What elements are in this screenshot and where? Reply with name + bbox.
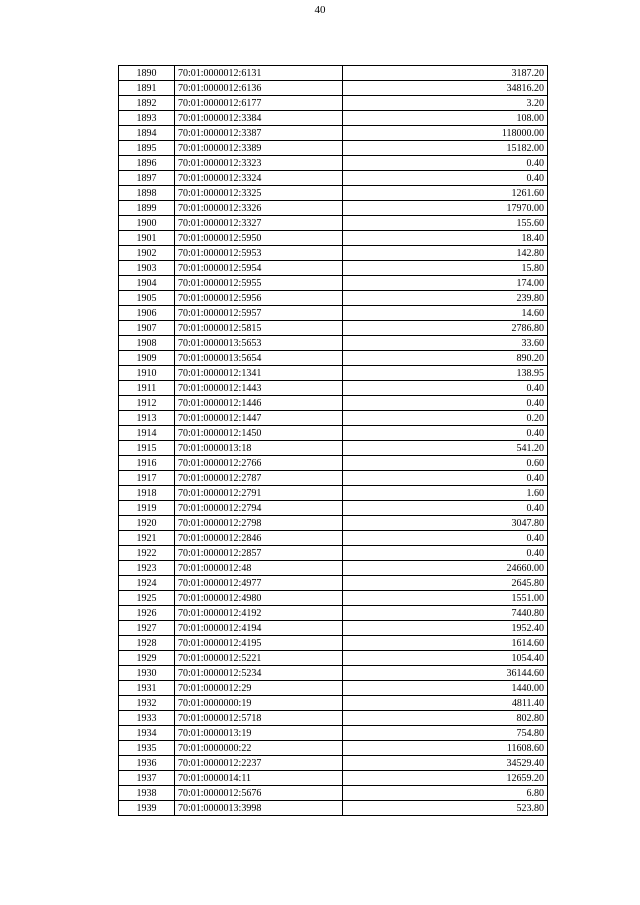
row-number-cell: 1923 [119,561,175,576]
value-cell: 14.60 [343,306,548,321]
value-cell: 802.80 [343,711,548,726]
cadastral-number-cell: 70:01:0000012:5950 [175,231,343,246]
row-number-cell: 1930 [119,666,175,681]
cadastral-number-cell: 70:01:0000000:19 [175,696,343,711]
table-row [119,291,548,306]
value-cell: 142.80 [343,246,548,261]
table-row [119,456,548,471]
value-cell: 15.80 [343,261,548,276]
row-number-cell: 1890 [119,66,175,81]
table-row [119,441,548,456]
value-cell: 0.40 [343,471,548,486]
cadastral-number-cell: 70:01:0000012:4192 [175,606,343,621]
value-cell: 34529.40 [343,756,548,771]
table-row [119,696,548,711]
row-number-cell: 1892 [119,96,175,111]
table-row [119,651,548,666]
value-cell: 11608.60 [343,741,548,756]
value-cell: 1614.60 [343,636,548,651]
value-cell: 890.20 [343,351,548,366]
cadastral-number-cell: 70:01:0000012:5718 [175,711,343,726]
row-number-cell: 1903 [119,261,175,276]
table-row [119,681,548,696]
row-number-cell: 1901 [119,231,175,246]
row-number-cell: 1891 [119,81,175,96]
value-cell: 18.40 [343,231,548,246]
row-number-cell: 1896 [119,156,175,171]
table-row [119,591,548,606]
table-row [119,351,548,366]
table-row [119,261,548,276]
cadastral-number-cell: 70:01:0000012:1446 [175,396,343,411]
value-cell: 138.95 [343,366,548,381]
row-number-cell: 1939 [119,801,175,816]
row-number-cell: 1914 [119,426,175,441]
row-number-cell: 1900 [119,216,175,231]
value-cell: 12659.20 [343,771,548,786]
cadastral-number-cell: 70:01:0000012:2791 [175,486,343,501]
table-row [119,126,548,141]
value-cell: 2645.80 [343,576,548,591]
row-number-cell: 1920 [119,516,175,531]
row-number-cell: 1908 [119,336,175,351]
cadastral-number-cell: 70:01:0000013:19 [175,726,343,741]
cadastral-number-cell: 70:01:0000012:4194 [175,621,343,636]
cadastral-number-cell: 70:01:0000012:1341 [175,366,343,381]
value-cell: 7440.80 [343,606,548,621]
row-number-cell: 1906 [119,306,175,321]
cadastral-number-cell: 70:01:0000012:6131 [175,66,343,81]
row-number-cell: 1917 [119,471,175,486]
value-cell: 6.80 [343,786,548,801]
value-cell: 0.40 [343,501,548,516]
table-row [119,801,548,816]
row-number-cell: 1935 [119,741,175,756]
row-number-cell: 1924 [119,576,175,591]
value-cell: 0.40 [343,156,548,171]
cadastral-number-cell: 70:01:0000013:5654 [175,351,343,366]
value-cell: 0.40 [343,381,548,396]
cadastral-number-cell: 70:01:0000012:3325 [175,186,343,201]
cadastral-number-cell: 70:01:0000012:5957 [175,306,343,321]
cadastral-number-cell: 70:01:0000012:5815 [175,321,343,336]
row-number-cell: 1909 [119,351,175,366]
table-row [119,636,548,651]
row-number-cell: 1898 [119,186,175,201]
table-row [119,276,548,291]
cadastral-number-cell: 70:01:0000012:2237 [175,756,343,771]
row-number-cell: 1931 [119,681,175,696]
cadastral-number-cell: 70:01:0000012:1443 [175,381,343,396]
cadastral-number-cell: 70:01:0000014:11 [175,771,343,786]
value-cell: 0.60 [343,456,548,471]
cadastral-number-cell: 70:01:0000012:4195 [175,636,343,651]
table-row [119,471,548,486]
table-body [119,66,548,816]
cadastral-number-cell: 70:01:0000012:5955 [175,276,343,291]
table-row [119,711,548,726]
row-number-cell: 1895 [119,141,175,156]
table-row [119,81,548,96]
table-row [119,576,548,591]
value-cell: 0.40 [343,426,548,441]
row-number-cell: 1937 [119,771,175,786]
row-number-cell: 1915 [119,441,175,456]
table-row [119,111,548,126]
table-row [119,366,548,381]
value-cell: 523.80 [343,801,548,816]
row-number-cell: 1907 [119,321,175,336]
table-row [119,96,548,111]
row-number-cell: 1933 [119,711,175,726]
table-row [119,786,548,801]
table-row [119,321,548,336]
table-row [119,216,548,231]
cadastral-number-cell: 70:01:0000012:5221 [175,651,343,666]
table-row [119,771,548,786]
cadastral-number-cell: 70:01:0000013:3998 [175,801,343,816]
row-number-cell: 1905 [119,291,175,306]
cadastral-number-cell: 70:01:0000012:2846 [175,531,343,546]
cadastral-number-cell: 70:01:0000012:48 [175,561,343,576]
row-number-cell: 1927 [119,621,175,636]
table-row [119,141,548,156]
row-number-cell: 1899 [119,201,175,216]
table-row [119,231,548,246]
value-cell: 0.40 [343,171,548,186]
value-cell: 17970.00 [343,201,548,216]
value-cell: 0.40 [343,546,548,561]
cadastral-number-cell: 70:01:0000013:5653 [175,336,343,351]
value-cell: 1952.40 [343,621,548,636]
value-cell: 754.80 [343,726,548,741]
row-number-cell: 1912 [119,396,175,411]
cadastral-number-cell: 70:01:0000012:3389 [175,141,343,156]
row-number-cell: 1929 [119,651,175,666]
value-cell: 174.00 [343,276,548,291]
value-cell: 1.60 [343,486,548,501]
cadastral-number-cell: 70:01:0000012:3327 [175,216,343,231]
cadastral-number-cell: 70:01:0000013:18 [175,441,343,456]
table-row [119,531,548,546]
cadastral-number-cell: 70:01:0000012:4977 [175,576,343,591]
table-row [119,336,548,351]
table-row [119,501,548,516]
row-number-cell: 1904 [119,276,175,291]
cadastral-number-cell: 70:01:0000012:2766 [175,456,343,471]
table-row [119,546,548,561]
cadastral-number-cell: 70:01:0000012:29 [175,681,343,696]
cadastral-number-cell: 70:01:0000012:6136 [175,81,343,96]
table-row [119,381,548,396]
cadastral-number-cell: 70:01:0000012:3387 [175,126,343,141]
row-number-cell: 1902 [119,246,175,261]
row-number-cell: 1919 [119,501,175,516]
row-number-cell: 1894 [119,126,175,141]
value-cell: 33.60 [343,336,548,351]
cadastral-number-cell: 70:01:0000012:2787 [175,471,343,486]
cadastral-number-cell: 70:01:0000012:5234 [175,666,343,681]
cadastral-number-cell: 70:01:0000012:3324 [175,171,343,186]
cadastral-number-cell: 70:01:0000012:2857 [175,546,343,561]
value-cell: 3187.20 [343,66,548,81]
value-cell: 108.00 [343,111,548,126]
value-cell: 34816.20 [343,81,548,96]
table-row [119,306,548,321]
cadastral-number-cell: 70:01:0000012:3384 [175,111,343,126]
table-row [119,621,548,636]
value-cell: 0.40 [343,396,548,411]
value-cell: 36144.60 [343,666,548,681]
value-cell: 3.20 [343,96,548,111]
page-number: 40 [314,4,326,16]
table-row [119,396,548,411]
table-row [119,171,548,186]
table-row [119,561,548,576]
value-cell: 4811.40 [343,696,548,711]
table-row [119,411,548,426]
table-row [119,606,548,621]
row-number-cell: 1913 [119,411,175,426]
row-number-cell: 1932 [119,696,175,711]
value-cell: 24660.00 [343,561,548,576]
value-cell: 541.20 [343,441,548,456]
row-number-cell: 1911 [119,381,175,396]
cadastral-number-cell: 70:01:0000012:5953 [175,246,343,261]
value-cell: 1551.00 [343,591,548,606]
value-cell: 155.60 [343,216,548,231]
cadastral-number-cell: 70:01:0000012:5676 [175,786,343,801]
row-number-cell: 1936 [119,756,175,771]
row-number-cell: 1916 [119,456,175,471]
row-number-cell: 1893 [119,111,175,126]
row-number-cell: 1922 [119,546,175,561]
row-number-cell: 1925 [119,591,175,606]
row-number-cell: 1921 [119,531,175,546]
table-row [119,756,548,771]
table-row [119,666,548,681]
row-number-cell: 1934 [119,726,175,741]
cadastral-number-cell: 70:01:0000012:3323 [175,156,343,171]
value-cell: 1261.60 [343,186,548,201]
value-cell: 0.20 [343,411,548,426]
cadastral-number-cell: 70:01:0000012:2798 [175,516,343,531]
data-table [118,65,548,816]
table-row [119,246,548,261]
value-cell: 239.80 [343,291,548,306]
table-row [119,426,548,441]
table-row [119,516,548,531]
cadastral-number-cell: 70:01:0000012:2794 [175,501,343,516]
value-cell: 15182.00 [343,141,548,156]
value-cell: 118000.00 [343,126,548,141]
table-row [119,726,548,741]
cadastral-number-cell: 70:01:0000012:1450 [175,426,343,441]
value-cell: 0.40 [343,531,548,546]
table-row [119,201,548,216]
row-number-cell: 1928 [119,636,175,651]
table-row [119,66,548,81]
row-number-cell: 1897 [119,171,175,186]
value-cell: 3047.80 [343,516,548,531]
value-cell: 1054.40 [343,651,548,666]
table-row [119,156,548,171]
value-cell: 2786.80 [343,321,548,336]
table-row [119,741,548,756]
row-number-cell: 1938 [119,786,175,801]
row-number-cell: 1918 [119,486,175,501]
value-cell: 1440.00 [343,681,548,696]
cadastral-number-cell: 70:01:0000012:5956 [175,291,343,306]
cadastral-number-cell: 70:01:0000012:4980 [175,591,343,606]
table-row [119,486,548,501]
cadastral-number-cell: 70:01:0000000:22 [175,741,343,756]
row-number-cell: 1910 [119,366,175,381]
cadastral-number-cell: 70:01:0000012:5954 [175,261,343,276]
row-number-cell: 1926 [119,606,175,621]
cadastral-number-cell: 70:01:0000012:1447 [175,411,343,426]
table-row [119,186,548,201]
cadastral-number-cell: 70:01:0000012:6177 [175,96,343,111]
cadastral-number-cell: 70:01:0000012:3326 [175,201,343,216]
